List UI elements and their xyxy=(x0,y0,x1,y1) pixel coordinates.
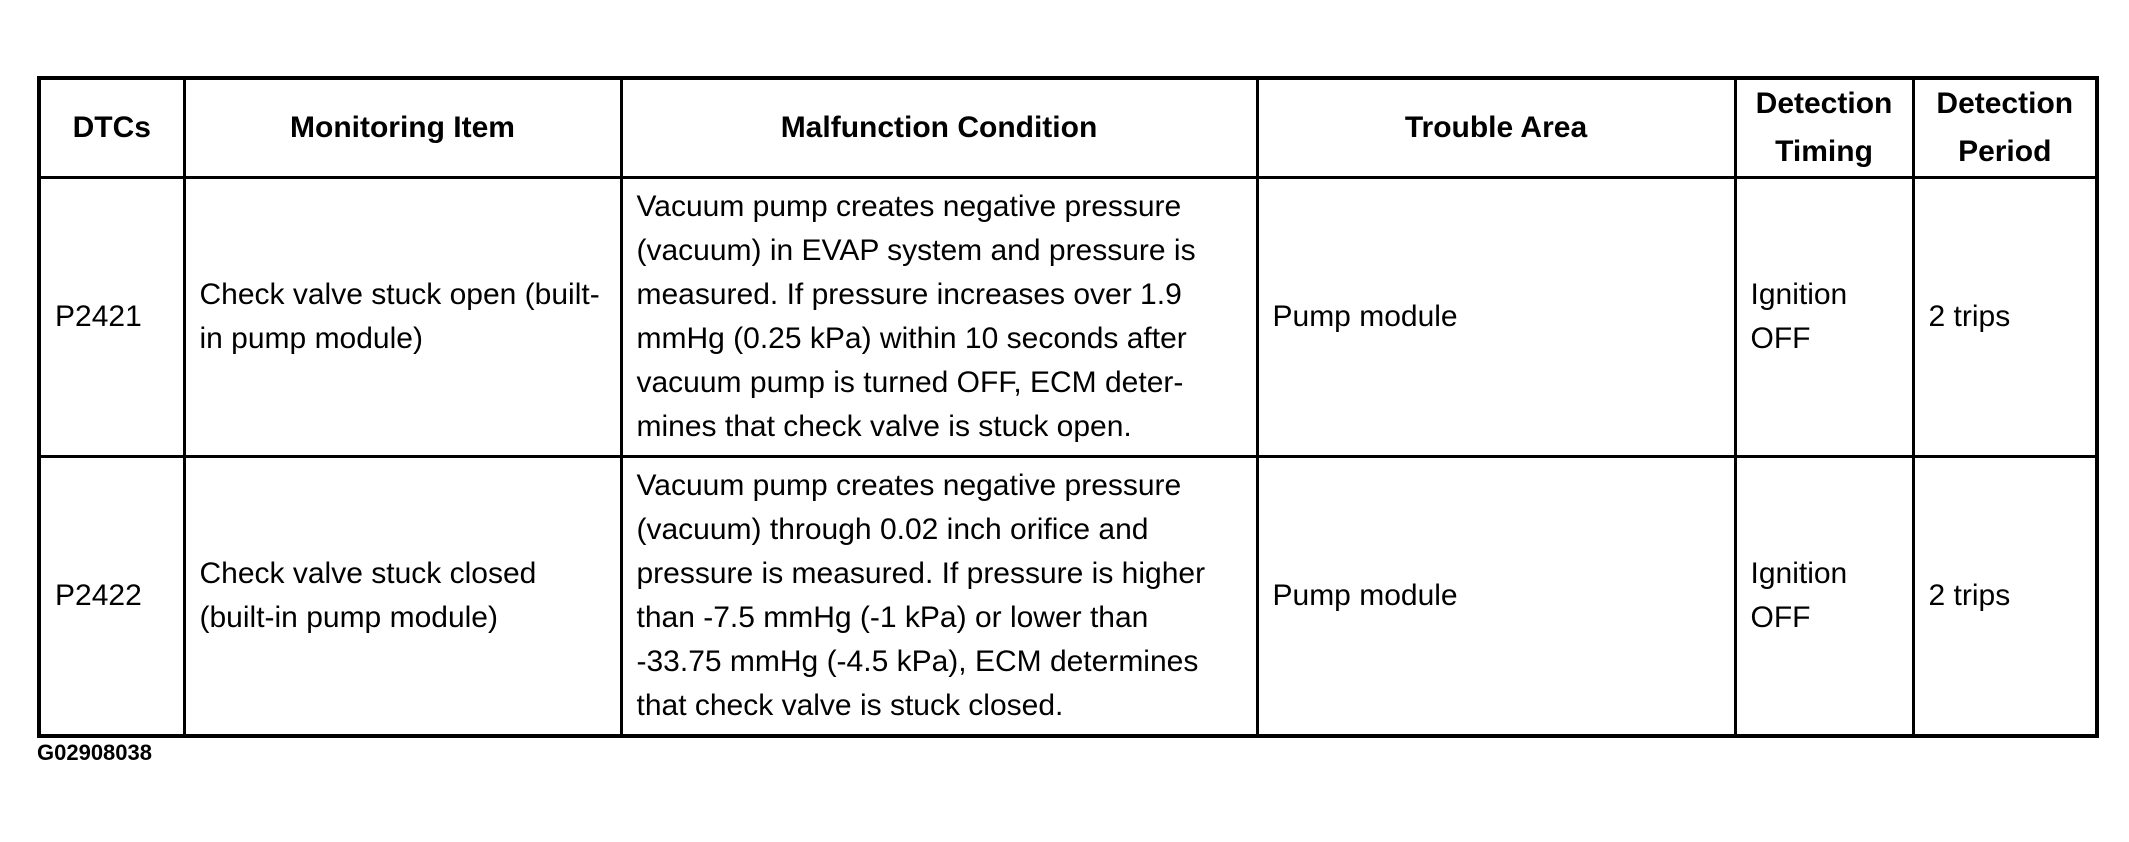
table-header-row xyxy=(39,78,2097,178)
cell-detection-timing: Ignition OFF xyxy=(1735,457,1913,737)
header-monitoring-item: Monitoring Item xyxy=(184,78,621,178)
header-trouble-area: Trouble Area xyxy=(1257,78,1735,178)
header-detection-timing: Detection Timing xyxy=(1735,78,1913,178)
cell-trouble-area: Pump module xyxy=(1257,457,1735,737)
table-row xyxy=(39,178,2097,457)
cell-trouble-area: Pump module xyxy=(1257,178,1735,457)
cell-detection-period: 2 trips xyxy=(1913,178,2097,457)
cell-dtc: P2421 xyxy=(39,178,184,457)
cell-malfunction-condition: Vacuum pump creates negative pressure (vacuum) in EVAP system and pressure is measured. If pressure increases over 1.9 mmHg (0.25 kPa) within 10 seconds after vacuum pump is turned OFF, ECM deter-mines that check valve is stuck open. xyxy=(621,178,1257,457)
header-malfunction-condition: Malfunction Condition xyxy=(621,78,1257,178)
figure-code: G02908038 xyxy=(37,740,152,765)
cell-monitoring-item: Check valve stuck closed (built-in pump module) xyxy=(184,457,621,737)
cell-detection-timing: Ignition OFF xyxy=(1735,178,1913,457)
cell-dtc: P2422 xyxy=(39,457,184,737)
cell-malfunction-condition: Vacuum pump creates negative pressure (vacuum) through 0.02 inch orifice and pressure is measured. If pressure is higher than -7.5 mmHg (-1 kPa) or lower than -33.75 mmHg (-4.5 kPa), ECM determines that check valve is stuck closed. xyxy=(621,457,1257,737)
table-row xyxy=(39,457,2097,737)
header-detection-period: Detection Period xyxy=(1913,78,2097,178)
dtc-table xyxy=(37,76,2099,738)
header-dtcs: DTCs xyxy=(39,78,184,178)
cell-monitoring-item: Check valve stuck open (built-in pump module) xyxy=(184,178,621,457)
cell-detection-period: 2 trips xyxy=(1913,457,2097,737)
